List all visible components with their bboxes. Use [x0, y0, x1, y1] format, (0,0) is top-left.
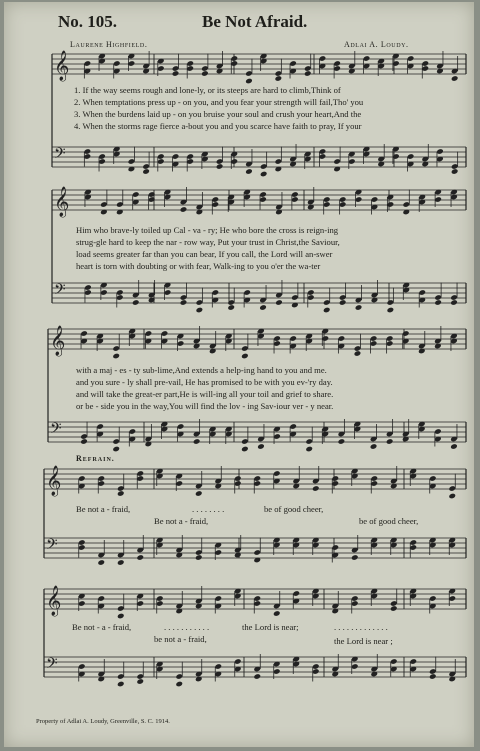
refrain-upper-lyric: be of good cheer,	[264, 504, 324, 514]
note-head	[386, 438, 394, 445]
verse-line-1: 1. If the way seems rough and lone-ly, or its steeps are hard to climb,Think of	[74, 85, 341, 95]
note-head	[312, 485, 320, 492]
verse-line-2: 2. When temptations press up - on you, and you fear your strength will fail,Tho' you	[74, 97, 364, 107]
note-head	[304, 70, 312, 77]
verse-line-1: with a maj - es - ty sub-lime,And extends a help-ing hand to you and me.	[76, 365, 327, 375]
treble-clef-icon: 𝄞	[46, 586, 62, 616]
note-head	[142, 168, 150, 175]
note-head	[448, 493, 456, 500]
composer-credit: Adlai A. Loudy.	[344, 40, 409, 49]
refrain-upper-lyric: Be not a - fraid,	[76, 504, 131, 514]
note-head	[355, 304, 363, 311]
note-head	[253, 673, 261, 680]
verse-line-4: 4. When the storms rage fierce a-bout you and you scarce have faith to pray, If your	[74, 121, 362, 131]
note-head	[245, 78, 253, 85]
note-head	[450, 443, 458, 450]
note-head	[195, 554, 203, 561]
bass-clef-icon: 𝄢	[54, 145, 66, 166]
note-head	[305, 446, 313, 453]
verse-line-4: heart is torn with doubting or with fear, Walk-ing to you o'er the wa-ter	[76, 261, 321, 271]
note-head	[451, 168, 459, 175]
bass-clef-icon: 𝄢	[50, 420, 62, 441]
note-head	[241, 353, 249, 360]
note-head	[370, 443, 378, 450]
note-head	[117, 613, 125, 620]
treble-clef-icon: 𝄞	[46, 466, 62, 496]
note-head	[175, 681, 183, 688]
refrain-upper-lyric: Be not - a - fraid,	[72, 622, 132, 632]
bass-clef-icon: 𝄢	[46, 655, 58, 676]
note-head	[136, 678, 144, 685]
treble-clef-icon: 𝄞	[50, 326, 66, 356]
treble-clef-icon: 𝄞	[54, 51, 70, 81]
note-head	[216, 163, 224, 170]
note-head	[196, 307, 204, 314]
treble-clef-icon: 𝄞	[54, 187, 70, 217]
verse-line-3: 3. When the burdens laid up - on you bruise your soul and crush your heart,And the	[74, 109, 362, 119]
note-head	[172, 70, 180, 77]
note-head	[180, 206, 188, 213]
refrain-upper-lyric: . . . . . . . . . . . . .	[334, 622, 388, 632]
note-head	[260, 171, 268, 178]
verse-line-4: or be - side you in the way,You will find the lov - ing Sav-iour ver - y near.	[76, 401, 334, 411]
note-head	[241, 446, 249, 453]
note-head	[434, 299, 442, 306]
note-head	[117, 490, 125, 497]
bass-clef-icon: 𝄢	[54, 281, 66, 302]
hymn-title: Be Not Afraid.	[202, 12, 308, 31]
refrain-upper-lyric: the Lord is near;	[242, 622, 299, 632]
note-head	[245, 168, 253, 175]
note-head	[451, 75, 459, 82]
refrain-upper-lyric: . . . . . . . . . . .	[164, 622, 210, 632]
note-head	[227, 304, 235, 311]
verse-line-1: Him who brave-ly toiled up Cal - va - ry; He who bore the cross is reign-ing	[76, 225, 339, 235]
hymn-number: No. 105.	[58, 12, 118, 31]
hymnal-page	[4, 2, 474, 747]
note-head	[257, 443, 265, 450]
verse-line-3: and will take the great-er part,He is will-ing all your toil and grief to share.	[76, 389, 334, 399]
refrain-lower-lyric: be of good cheer,	[359, 516, 419, 526]
bass-clef-icon: 𝄢	[46, 536, 58, 557]
note-head	[275, 75, 283, 82]
note-head	[275, 299, 283, 306]
note-head	[450, 299, 458, 306]
note-head	[429, 673, 437, 680]
note-head	[390, 605, 398, 612]
note-head	[195, 490, 203, 497]
refrain-lower-lyric: be not a - fraid,	[154, 634, 207, 644]
note-head	[117, 559, 125, 566]
note-head	[97, 559, 105, 566]
verse-line-3: load seems greater far than you can bear, If you call, the Lord will an-swer	[76, 249, 333, 259]
note-head	[193, 438, 201, 445]
refrain-label: Refrain.	[76, 454, 115, 463]
note-head	[259, 304, 267, 311]
note-head	[136, 554, 144, 561]
note-head	[323, 307, 331, 314]
note-head	[354, 350, 362, 357]
refrain-upper-lyric: . . . . . . . .	[192, 504, 225, 514]
note-head	[338, 438, 346, 445]
refrain-lower-lyric: the Lord is near ;	[334, 636, 393, 646]
note-head	[339, 299, 347, 306]
note-head	[351, 554, 359, 561]
note-head	[117, 681, 125, 688]
note-head	[273, 610, 281, 617]
verse-line-2: strug-gle hard to keep the nar - row way, Put your trust in Christ,the Saviour,	[76, 237, 340, 247]
copyright-footer: Property of Adlai A. Loudy, Greenville, S. C. 1914.	[36, 718, 170, 725]
lyricist-credit: Laurene Highfield.	[70, 40, 148, 49]
note-head	[112, 446, 120, 453]
note-head	[180, 299, 188, 306]
note-head	[112, 353, 120, 360]
note-head	[387, 307, 395, 314]
refrain-lower-lyric: Be not a - fraid,	[154, 516, 209, 526]
note-head	[132, 299, 140, 306]
verse-line-2: and you sure - ly shall pre-vail, He has promised to be with you ev-'ry day.	[76, 377, 333, 387]
note-head	[80, 438, 88, 445]
note-head	[201, 70, 209, 77]
